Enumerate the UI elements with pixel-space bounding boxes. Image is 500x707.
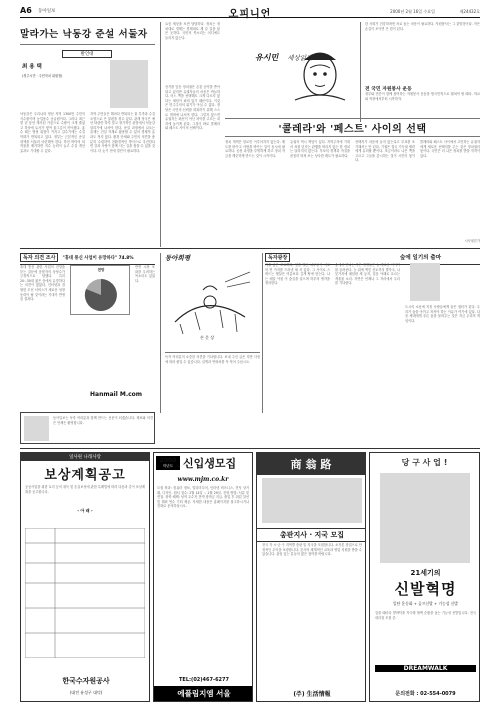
cartoon-series: 세상읽기 [287, 54, 313, 62]
essay-section [265, 253, 480, 413]
column-1-title: 말라가는 낙동강 준설 서둘자 [20, 29, 148, 40]
author-photo [110, 60, 148, 108]
poll-intro-text: 휴대 통신 관련 사업의 전망을 묻는 질문에 응답자의 상당수가 긍정적으로 답했다. 특히 20∼30대 젊은 층에서 유망하다는 의견이 많았다. 인터넷과 결합한 무선 서비스가 새로운 성장 동력이 될 것이라는 기대가 반영된 결과다. [20, 265, 65, 302]
essay-text-3: 도시의 소음에 지친 사람들에게 숲은 쉼터가 된다. 우리가 숲을 아끼고 지켜야 하는 이유가 여기에 있다. 다음 세대에게 푸른 숲을 물려주는 것은 지금 우리의 책임이다. [405, 305, 480, 323]
poll-question: "휴대 통신 사업이 유망하다" 74.8% [62, 255, 134, 261]
cartoon-article-4: 콜레라와 페스트 사이에서 고민하는 유권자에게 새로운 선택지를 주는 것은 정치권의 몫이다. 국민은 더 나은 정치를 받을 자격이 있다. [420, 140, 480, 158]
essay-text-2: 숲에서 만나는 작은 생명들은 늘 새로운 이야기를 들려준다. 눈 위에 찍힌 산토끼의 발자국, 나뭇가지에 매달린 새 둥지, 얼음 아래로 흐르는 개울물 소리. 자연은 언제나 그 자리에서 우리를 기다린다. [335, 263, 400, 286]
author-affiliation: (경주시민 · 주민자치 위원장) [22, 74, 63, 78]
poll-logo: Hanmail M.com [90, 391, 143, 398]
column-1-body-2: 지역 주민들은 해마다 반복되는 물 부족과 수질 오염으로 큰 불편을 겪고 있다. 관계 당국은 예산 타령만 하지 말고 장기적인 관점에서 낙동강 살리기에 나서야 한다. 준설 과정에서 나오는 골재는 건설 자재로 활용할 수 있어 경제적 효과도 적지 않다. 환경 단체와 주민의 의견을 충분히 수렴하여 친환경적인 방식으로 추진한다면 강과 사람이 함께 사는 길을 찾을 수 있을 것이다. 더 늦기 전에 결단이 필요하다. [90, 112, 155, 153]
cartoon-author-note: 시사평론가 [464, 239, 480, 243]
ad2-year: 2000 [159, 457, 177, 464]
column-tag: 발언대 [62, 50, 112, 58]
ad1-table [25, 528, 145, 658]
notice-box [20, 412, 155, 444]
author-name: 최 용 택 [22, 64, 42, 70]
column-1 [20, 22, 155, 242]
header [20, 6, 480, 18]
column-2-text-top: 요즘 세상을 보면 답답하다. 정치는 정치대로 경제는 경제대로 제 갈 길을 잃은 듯하다. 국민의 목소리는 어디에도 들리지 않는다. [165, 22, 220, 40]
ad4-shoe-image [380, 473, 470, 563]
cartoon-headline: '콜레라'와 '페스트' 사이의 선택 [278, 124, 427, 135]
ad1-intro: 공공사업을 위한 토지 등의 취득 및 손실보상에 관한 특례법에 따라 다음과 같이 보상계획을 공고합니다. [25, 485, 145, 494]
page-number: A6 [20, 6, 32, 15]
ad1-title: 보상계획공고 [44, 468, 126, 483]
column-3-text-2: 정부와 민간이 함께 참여하는 자원봉사 운동을 범국민적으로 펼쳐야 할 때다. 학교와 직장에서부터 시작하자. [365, 92, 480, 101]
ad1-header: 일사원 나래사랑 [21, 453, 149, 461]
essay-title: 숲에 일기의 출마 [400, 255, 442, 261]
issue-date: 2000년 2월 16일 수요일 [390, 9, 435, 14]
cartoonist-name: 유시민 [255, 52, 279, 62]
letter-section: 독자 여러분의 소중한 의견을 기다립니다. 보내 주신 글은 지면 사정에 따라 줄일 수 있습니다. 실명과 연락처를 꼭 적어 주십시오. [165, 355, 260, 364]
essay-photo [410, 263, 440, 301]
donga-cartoon-section [165, 253, 260, 348]
column-2-text-mid: 선거를 앞둔 정치권은 온갖 공약을 쏟아내고 있지만 유권자들의 마음은 싸늘하다. 어느 쪽을 선택해도 크게 다르지 않다는 체념이 퍼져 있기 때문이다. 이것은 민주주의의 위기가 아닐 수 없다. 정당은 국민의 신뢰를 회복하기 위해 스스로 개혁에 나서야 한다. 그렇지 않으면 유권자는 최선이 아닌 차악을 고르는 처지에 놓이게 된다. 그것이 바로 콜레라와 페스트 사이의 선택이다. [165, 85, 220, 131]
poll-chart-caption: 전망 [97, 268, 105, 272]
ad1-sub-footer: (대전 유성구 대덕) [69, 690, 103, 695]
ad4-subheader: 21세기의 [410, 569, 441, 577]
donga-cartoon-drawing [165, 262, 255, 342]
column-3-title: 전 국민 자원봉사 운동 [365, 87, 412, 92]
issue-edition: 제24432호 [459, 9, 480, 14]
column-3-text: 한 사회가 건강하려면 서로 돕는 마음이 필요하다. 자원봉사는 그 출발점이다. 작은 손길이 모이면 큰 힘이 된다. [365, 22, 480, 31]
ad1-list-header: - 아 래 - [77, 508, 93, 513]
ad2-url[interactable]: www.mjm.co.kr [177, 476, 229, 483]
essay-text-1: 겨울 숲은 고요하다. 잎을 떨군 나무들이 서로의 빈 가지를 드러낸 채 서 있다. 그 사이로 스며드는 햇살은 여름보다 깊게 땅에 닿는다. 나는 매일 아침 이 숲길을 걸으며 하루의 생각을 정리한다. [265, 263, 330, 286]
ad3-title: 商 翁 路 [257, 453, 365, 475]
ad4-logo: DREAMWALK [375, 665, 476, 672]
newspaper-name: 동아일보 [38, 9, 56, 14]
ad4-footer: 문의전화 : 02-554-0079 [395, 691, 456, 697]
ad3-subtitle: 총판지사 · 지국 모집 [257, 528, 366, 542]
column-1-body-1: 낙동강은 우리나라 영남 지역 1300만 주민의 식수원이며 농업용수 공급원이다. 그러나 최근 몇 년 동안 계속된 가뭄으로 수량이 크게 줄었고 하상에 토사가 쌓여 물그릇이 작아졌다. 홍수 때는 범람 위험이 커지고 갈수기에는 수질 악화가 반복되고 있다. 정부는 근본적인 준설 대책을 서둘러 마련해야 한다. 하천 바닥의 퇴적물을 제거하면 저수 능력이 늘고 수질 개선 효과도 기대할 수 있다. [20, 112, 85, 153]
cartoon-article-3: 선택지가 마음에 들지 않는다고 투표를 포기해서는 안 된다. 기권은 결국 기득권 세력에게 유리할 뿐이다. 조금이라도 나은 쪽을 고르고 그들을 감시하는 것이 시민의 몫이다. [355, 140, 415, 163]
cartoon-article-1: 정치 개혁은 말로만 이루어지지 않는다. 제도를 바꾸고 사람을 바꾸는 일이 동시에 필요하다. 공천 과정을 투명하게 하고 정치 자금을 깨끗하게 만드는 것이 시작이다. [225, 140, 285, 158]
cartoon-article-2: 유권자 역시 책임이 있다. 지역주의에 기대어 표를 던지는 관행을 버리지 않는 한 정치는 달라지지 않는다. 후보의 정책과 자질을 꼼꼼히 따져 보는 성숙한 태도가 필요하다. [290, 140, 350, 158]
ad-shoe-revolution [369, 452, 480, 702]
cartoon-byline [255, 45, 312, 64]
poll-pie-chart [76, 276, 126, 314]
ad4-header: 당 구 사 업 ! [401, 458, 448, 467]
donga-cartoon-title: 동아희평 [165, 254, 191, 262]
ad-franchise-recruitment [256, 452, 366, 702]
ad1-footer: 한국수자원공사 [62, 677, 110, 685]
donga-cartoon-author: 손 문 상 [200, 335, 215, 340]
ad4-subheadline: 일단 운동화 + 골프신발 + 기능성 신발 [393, 601, 458, 606]
ad3-image [262, 478, 362, 523]
poll-text-right: 반면 시장 포화를 우려하는 목소리도 있었다. [135, 265, 155, 283]
ad2-tel: TEL:(02)467-6277 [179, 677, 229, 683]
ad4-body: 걸을 때마다 발바닥을 자극해 혈액 순환을 돕는 기능성 신발입니다. 전국 대리점 모집 중. [375, 611, 476, 620]
ad4-headline: 신발혁명 [394, 580, 457, 598]
ad2-body: 모집 학과: 컴퓨터 정보, 멀티미디어, 인터넷 비즈니스, 전자 상거래, 디자인. 원서 접수: 2월 14일 ∼ 2월 29일. 전형 방법: 서류 및 면접. 장학 혜택: 성적 우수자 전액 장학금 지급. 졸업 후 취업 알선 및 해외 연수 기회 제공. 자세한 내용은 홈페이지를 참고하시거나 전화로 문의하십시오. [157, 486, 249, 509]
ad2-footer: 에플림지엠 서울 [154, 686, 253, 701]
essay-tag: 독자광장 [265, 253, 290, 262]
ad2-title: 신입생모집 [183, 457, 237, 470]
reader-poll-section [20, 253, 155, 408]
notice-photo [24, 416, 49, 441]
poll-tag: 독자 의견 조사 [20, 253, 58, 262]
poll-chart [70, 265, 130, 315]
section-title: 오피니언 [228, 9, 272, 20]
cartoon-illustration [225, 40, 355, 110]
ad3-body: 전국 각 시·군·구 지역별 총판 및 지국을 모집합니다. 소자본 창업으로 안정적인 수익을 보장합니다. 본사의 체계적인 교육과 영업 지원을 받을 수 있습니다. 관심 있는 분들의 많은 참여를 바랍니다. [262, 543, 362, 557]
ad2-year-subtitle: 학년도 [162, 464, 174, 468]
ad3-footer: (주) 生活情報 [293, 691, 331, 698]
notice-text: 동아일보는 독자 여러분과 함께 만드는 신문이 되겠습니다. 제보와 의견은 언제든 환영합니다. [53, 416, 153, 425]
ad-compensation-notice [20, 452, 150, 702]
ad-student-recruitment [153, 452, 253, 702]
